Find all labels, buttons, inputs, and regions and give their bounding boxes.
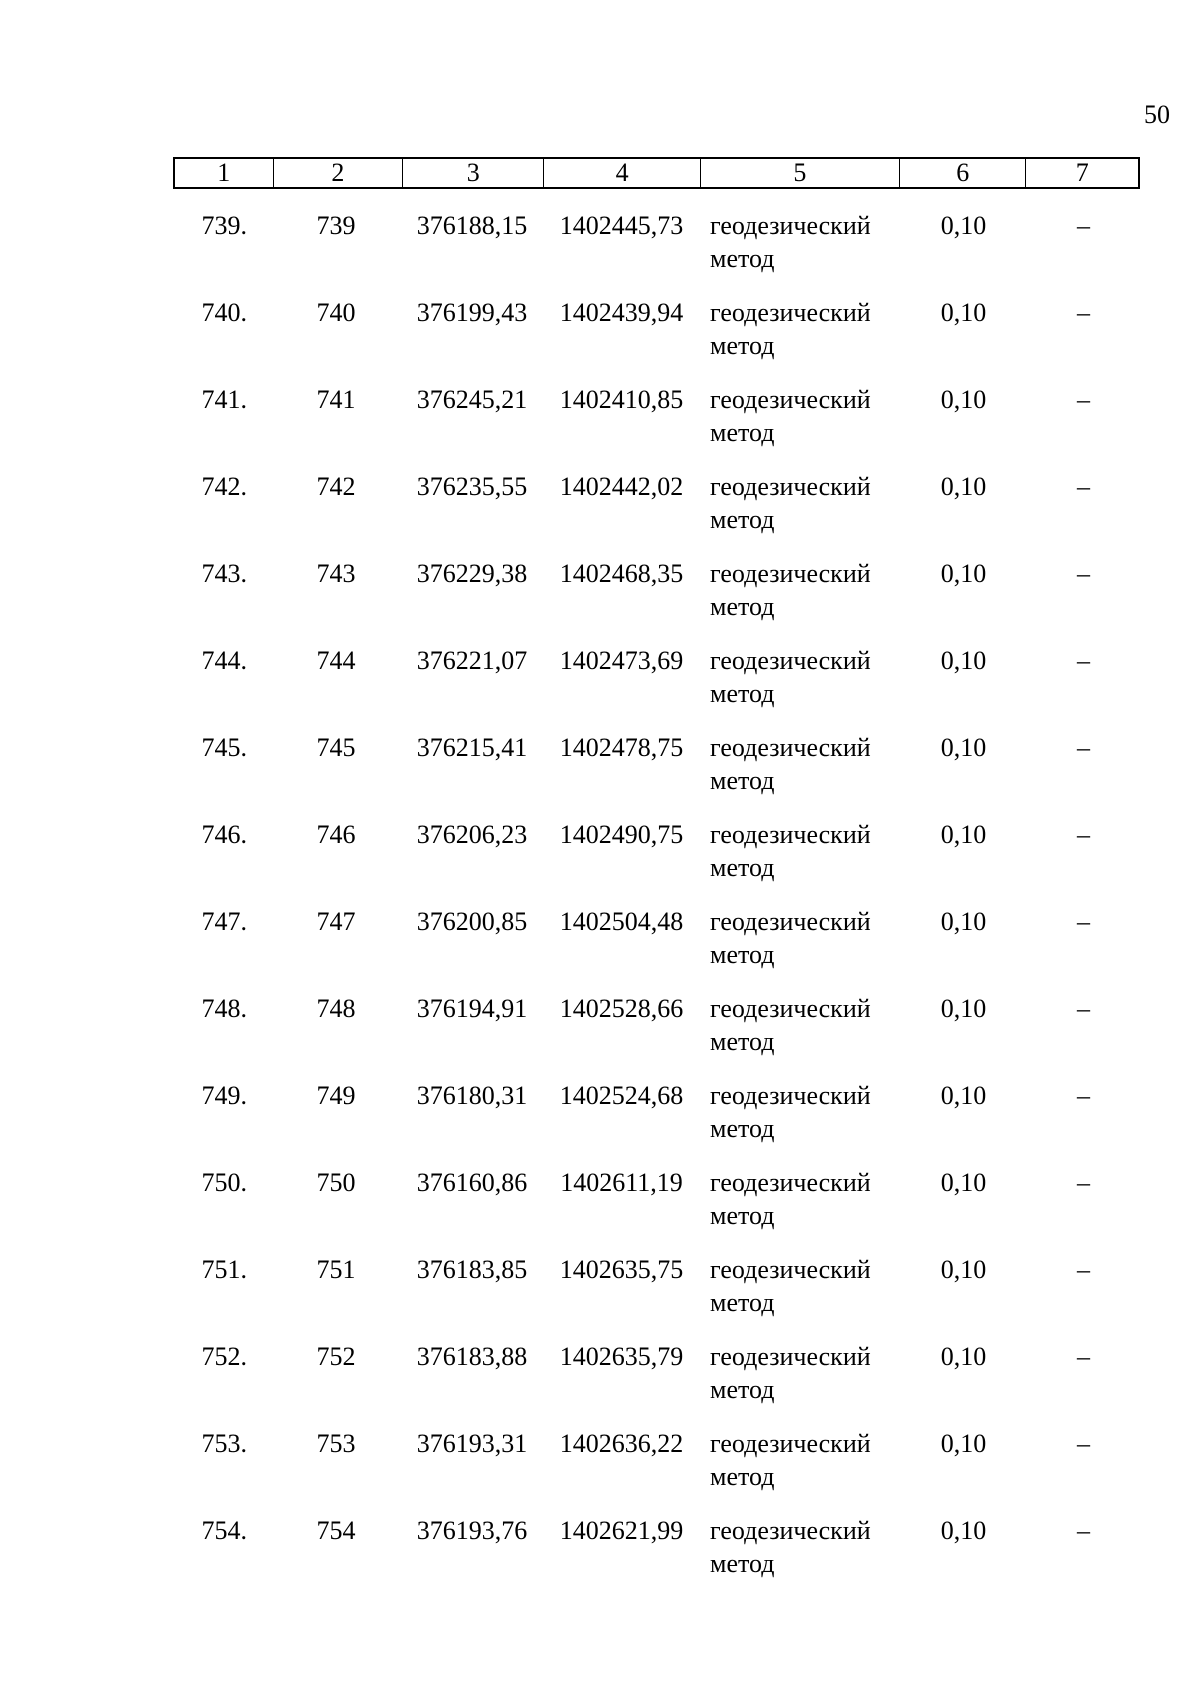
- point-number: 752: [316, 1342, 356, 1371]
- coordinate-y: 1402445,73: [559, 211, 684, 240]
- table-body: [173, 209, 1140, 1601]
- table-row: [173, 383, 1140, 470]
- coordinate-y: 1402528,66: [559, 994, 684, 1023]
- determination-method: [700, 557, 900, 644]
- coordinate-y: 1402490,75: [559, 820, 684, 849]
- method-line-1: геодезический: [710, 385, 871, 414]
- accuracy-value: 0,10: [940, 1081, 987, 1110]
- method-line-1: геодезический: [710, 1429, 871, 1458]
- point-number: 751: [316, 1255, 356, 1284]
- method-line-2: метод: [710, 766, 775, 795]
- coordinate-x: 376193,76: [416, 1516, 528, 1545]
- method-line-1: геодезический: [710, 472, 871, 501]
- coordinate-y: 1402504,48: [559, 907, 684, 936]
- method-line-2: метод: [710, 592, 775, 621]
- point-number: 744: [316, 646, 356, 675]
- row-number: 742.: [201, 472, 247, 501]
- point-number: 753: [316, 1429, 356, 1458]
- coordinate-x: 376245,21: [416, 385, 528, 414]
- accuracy-value: 0,10: [940, 385, 987, 414]
- row-number: 754.: [201, 1516, 247, 1545]
- determination-method: [700, 383, 900, 470]
- table-row: [173, 470, 1140, 557]
- table-row: [173, 731, 1140, 818]
- method-line-1: геодезический: [710, 211, 871, 240]
- table-row: [173, 209, 1140, 296]
- method-line-1: геодезический: [710, 1255, 871, 1284]
- method-line-2: метод: [710, 244, 775, 273]
- table-row: [173, 644, 1140, 731]
- coordinate-x: 376193,31: [416, 1429, 528, 1458]
- accuracy-value: 0,10: [940, 733, 987, 762]
- method-line-2: метод: [710, 1027, 775, 1056]
- method-line-1: геодезический: [710, 733, 871, 762]
- coordinate-y: 1402439,94: [559, 298, 684, 327]
- method-line-2: метод: [710, 331, 775, 360]
- row-number: 746.: [201, 820, 247, 849]
- note-value: –: [1077, 820, 1090, 849]
- point-number: 742: [316, 472, 356, 501]
- row-number: 741.: [201, 385, 247, 414]
- note-value: –: [1077, 1081, 1090, 1110]
- method-line-2: метод: [710, 1114, 775, 1143]
- note-value: –: [1077, 733, 1090, 762]
- determination-method: [700, 296, 900, 383]
- accuracy-value: 0,10: [940, 907, 987, 936]
- method-line-1: геодезический: [710, 298, 871, 327]
- point-number: 739: [316, 211, 356, 240]
- row-number: 740.: [201, 298, 247, 327]
- accuracy-value: 0,10: [940, 559, 987, 588]
- coordinate-y: 1402468,35: [559, 559, 684, 588]
- method-line-1: геодезический: [710, 1342, 871, 1371]
- method-line-2: метод: [710, 418, 775, 447]
- method-line-2: метод: [710, 1288, 775, 1317]
- table-row: [173, 818, 1140, 905]
- accuracy-value: 0,10: [940, 472, 987, 501]
- determination-method: [700, 1340, 900, 1427]
- row-number: 744.: [201, 646, 247, 675]
- accuracy-value: 0,10: [940, 1168, 987, 1197]
- method-line-1: геодезический: [710, 646, 871, 675]
- coordinate-x: 376183,88: [416, 1342, 528, 1371]
- determination-method: [700, 1427, 900, 1514]
- table-row: [173, 992, 1140, 1079]
- row-number: 743.: [201, 559, 247, 588]
- determination-method: [700, 992, 900, 1079]
- method-line-2: метод: [710, 853, 775, 882]
- method-line-1: геодезический: [710, 994, 871, 1023]
- determination-method: [700, 470, 900, 557]
- header-col-7: 7: [1025, 159, 1138, 187]
- coordinate-y: 1402636,22: [559, 1429, 684, 1458]
- coordinate-x: 376194,91: [416, 994, 528, 1023]
- table-row: [173, 1166, 1140, 1253]
- method-line-1: геодезический: [710, 1081, 871, 1110]
- determination-method: [700, 1253, 900, 1340]
- header-col-6: 6: [899, 159, 1025, 187]
- note-value: –: [1077, 385, 1090, 414]
- point-number: 745: [316, 733, 356, 762]
- coordinate-y: 1402478,75: [559, 733, 684, 762]
- coordinate-y: 1402442,02: [559, 472, 684, 501]
- point-number: 749: [316, 1081, 356, 1110]
- row-number: 739.: [201, 211, 247, 240]
- method-line-1: геодезический: [710, 1516, 871, 1545]
- method-line-1: геодезический: [710, 559, 871, 588]
- coordinate-y: 1402621,99: [559, 1516, 684, 1545]
- row-number: 750.: [201, 1168, 247, 1197]
- table-row: [173, 1340, 1140, 1427]
- table-row: [173, 1253, 1140, 1340]
- note-value: –: [1077, 472, 1090, 501]
- row-number: 745.: [201, 733, 247, 762]
- note-value: –: [1077, 211, 1090, 240]
- table-row: [173, 905, 1140, 992]
- table-header-row: [173, 157, 1140, 189]
- coordinate-x: 376160,86: [416, 1168, 528, 1197]
- coordinate-y: 1402635,75: [559, 1255, 684, 1284]
- header-col-1: 1: [217, 158, 231, 187]
- note-value: –: [1077, 1168, 1090, 1197]
- table-row: [173, 557, 1140, 644]
- note-value: –: [1077, 1516, 1090, 1545]
- header-col-3: 3: [402, 159, 543, 187]
- method-line-2: метод: [710, 1375, 775, 1404]
- table-row: [173, 1079, 1140, 1166]
- coordinates-table: [173, 157, 1140, 1601]
- coordinate-x: 376221,07: [416, 646, 528, 675]
- point-number: 746: [316, 820, 356, 849]
- note-value: –: [1077, 298, 1090, 327]
- note-value: –: [1077, 1429, 1090, 1458]
- row-number: 751.: [201, 1255, 247, 1284]
- point-number: 748: [316, 994, 356, 1023]
- note-value: –: [1077, 994, 1090, 1023]
- determination-method: [700, 1079, 900, 1166]
- determination-method: [700, 905, 900, 992]
- coordinate-x: 376206,23: [416, 820, 528, 849]
- determination-method: [700, 1166, 900, 1253]
- accuracy-value: 0,10: [940, 298, 987, 327]
- method-line-2: метод: [710, 679, 775, 708]
- coordinate-x: 376215,41: [416, 733, 528, 762]
- point-number: 741: [316, 385, 356, 414]
- coordinate-y: 1402635,79: [559, 1342, 684, 1371]
- method-line-2: метод: [710, 1462, 775, 1491]
- determination-method: [700, 731, 900, 818]
- header-col-2: 2: [273, 159, 402, 187]
- accuracy-value: 0,10: [940, 1429, 987, 1458]
- determination-method: [700, 1514, 900, 1601]
- accuracy-value: 0,10: [940, 1342, 987, 1371]
- method-line-1: геодезический: [710, 907, 871, 936]
- point-number: 743: [316, 559, 356, 588]
- accuracy-value: 0,10: [940, 820, 987, 849]
- coordinate-y: 1402611,19: [560, 1168, 683, 1197]
- method-line-1: геодезический: [710, 820, 871, 849]
- point-number: 754: [316, 1516, 356, 1545]
- page-number: 50: [1144, 100, 1170, 129]
- accuracy-value: 0,10: [940, 1516, 987, 1545]
- table-row: [173, 296, 1140, 383]
- table-row: [173, 1427, 1140, 1514]
- coordinate-x: 376229,38: [416, 559, 528, 588]
- coordinate-x: 376188,15: [416, 211, 528, 240]
- coordinate-y: 1402473,69: [559, 646, 684, 675]
- method-line-2: метод: [710, 1201, 775, 1230]
- note-value: –: [1077, 559, 1090, 588]
- method-line-2: метод: [710, 1549, 775, 1578]
- accuracy-value: 0,10: [940, 211, 987, 240]
- coordinate-y: 1402410,85: [559, 385, 684, 414]
- coordinate-x: 376183,85: [416, 1255, 528, 1284]
- coordinate-x: 376235,55: [416, 472, 528, 501]
- row-number: 747.: [201, 907, 247, 936]
- row-number: 753.: [201, 1429, 247, 1458]
- row-number: 752.: [201, 1342, 247, 1371]
- note-value: –: [1077, 1342, 1090, 1371]
- header-col-5: 5: [700, 159, 899, 187]
- coordinate-x: 376200,85: [416, 907, 528, 936]
- point-number: 750: [316, 1168, 356, 1197]
- note-value: –: [1077, 646, 1090, 675]
- point-number: 747: [316, 907, 356, 936]
- accuracy-value: 0,10: [940, 646, 987, 675]
- note-value: –: [1077, 907, 1090, 936]
- header-col-4: 4: [543, 159, 699, 187]
- accuracy-value: 0,10: [940, 994, 987, 1023]
- determination-method: [700, 818, 900, 905]
- coordinate-x: 376180,31: [416, 1081, 528, 1110]
- determination-method: [700, 644, 900, 731]
- method-line-2: метод: [710, 940, 775, 969]
- row-number: 748.: [201, 994, 247, 1023]
- accuracy-value: 0,10: [940, 1255, 987, 1284]
- note-value: –: [1077, 1255, 1090, 1284]
- method-line-2: метод: [710, 505, 775, 534]
- coordinate-y: 1402524,68: [559, 1081, 684, 1110]
- method-line-1: геодезический: [710, 1168, 871, 1197]
- coordinate-x: 376199,43: [416, 298, 528, 327]
- table-row: [173, 1514, 1140, 1601]
- row-number: 749.: [201, 1081, 247, 1110]
- determination-method: [700, 209, 900, 296]
- point-number: 740: [316, 298, 356, 327]
